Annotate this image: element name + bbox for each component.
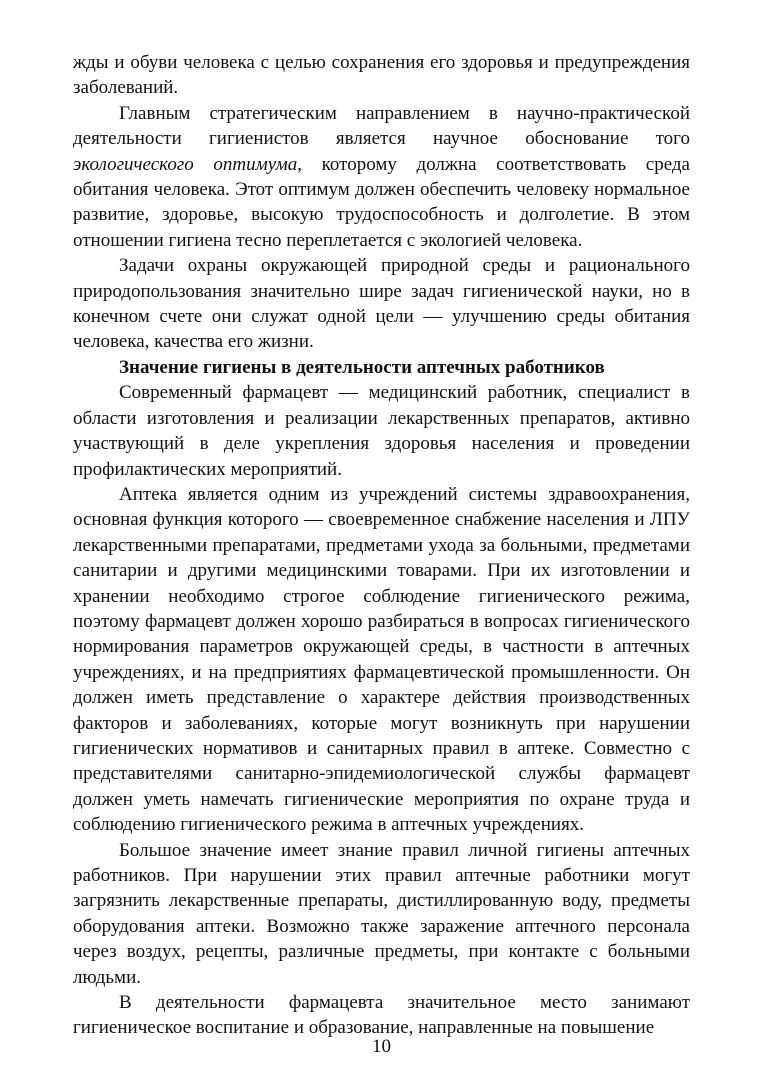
italic-term: экологического оптимума [73, 153, 298, 175]
page-number: 10 [372, 1036, 391, 1057]
paragraph-text-end: , которому должна соответствовать среда обитания человека. Этот оптимум должен обеспечить человеку нормальное развитие, здоровье, высокую трудоспособность и долголетие. В этом отношении гигиена тесно переплетается с экологией человека. [73, 153, 690, 251]
paragraph-pharmacy-role: Аптека является одним из учреждений системы здравоохранения, основная функция которого — своевременное снабжение населения и ЛПУ лекарственными препаратами, предметами ухода за больными, предметами санитарии и другими медицинскими товарами. При их изготовлении и хранении необходимо строгое соблюдение гигиенического режима, поэтому фармацевт должен хорошо разбираться в вопросах гигиенического нормирования параметров окружающей среды, в частности в аптечных учреждениях, и на предприятиях фармацевтической промышленности. Он должен иметь представление о характере действия производственных факторов и заболеваниях, которые могут возникнуть при нарушении гигиенических нормативов и санитарных правил в аптеке. Совместно с представителями санитарно-эпидемиологической службы фармацевт должен уметь намечать гигиенические мероприятия по охране труда и соблюдению гигиенического режима в аптечных учреждениях. [73, 483, 690, 836]
paragraph-continuation: жды и обуви человека с целью сохранения его здоровья и предупреждения заболеваний. [73, 52, 690, 99]
paragraph-text-start: Главным стратегическим направлением в научно-практической деятельности гигиенистов является научное обоснование того [73, 102, 690, 150]
page-body [73, 50, 690, 1041]
paragraph-modern-pharmacist: Современный фармацевт — медицинский работник, специалист в области изготовления и реализации лекарственных препаратов, активно участвующий в деле укрепления здоровья населения и проведении профилактических мероприятий. [73, 382, 690, 480]
section-heading: Значение гигиены в деятельности аптечных работников [119, 356, 605, 378]
paragraph-hygiene-education: В деятельности фармацевта значительное место занимают гигиеническое воспитание и образование, направленные на повышение [73, 992, 690, 1039]
paragraph-environment-tasks: Задачи охраны окружающей природной среды и рационального природопользования значительно шире задач гигиенической науки, но в конечном счете они служат одной цели — улучшению среды обитания человека, качества его жизни. [73, 255, 690, 353]
paragraph-strategic-direction [73, 101, 690, 253]
paragraph-personal-hygiene: Большое значение имеет знание правил личной гигиены аптечных работников. При нарушении этих правил аптечные работники могут загрязнить лекарственные препараты, дистиллированную воду, предметы оборудования аптеки. Возможно также заражение аптечного персонала через воздух, рецепты, различные предметы, при контакте с больными людьми. [73, 839, 690, 988]
